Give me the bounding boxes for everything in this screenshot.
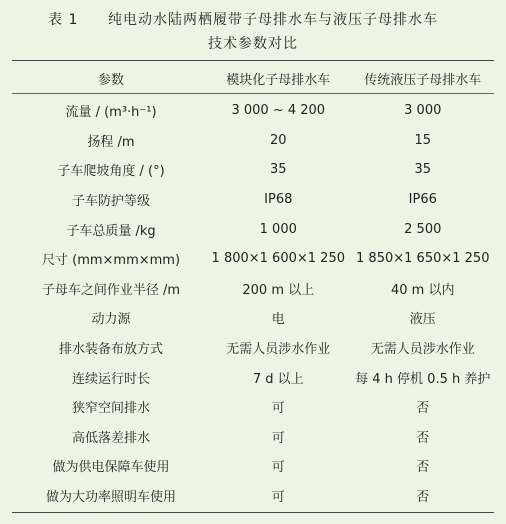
param-cell: 尺寸 (mm×mm×mm) <box>41 253 181 269</box>
table-row <box>12 481 494 511</box>
traditional-cell: 40 m 以内 <box>391 282 455 298</box>
param-cell: 子车爬坡角度 / (°) <box>57 164 165 180</box>
traditional-cell: 否 <box>416 401 430 417</box>
table-title: 纯电动水陆两栖履带子母排水车与液压子母排水车 <box>108 12 438 28</box>
param-cell: 做为供电保障车使用 <box>52 460 170 476</box>
param-cell: 做为大功率照明车使用 <box>46 490 177 506</box>
param-cell: 排水装备布放方式 <box>59 342 164 358</box>
top-rule <box>12 60 494 61</box>
traditional-cell: IP66 <box>408 192 437 208</box>
table-row <box>12 392 494 422</box>
traditional-cell: 1 850×1 650×1 250 <box>356 251 490 267</box>
table-row <box>12 155 494 185</box>
table-row <box>12 274 494 304</box>
traditional-cell: 每 4 h 停机 0.5 h 养护 <box>355 371 491 387</box>
modular-cell: 1 800×1 600×1 250 <box>211 251 345 267</box>
modular-cell: 3 000 ~ 4 200 <box>231 103 326 119</box>
bottom-rule <box>12 512 494 513</box>
modular-cell: 7 d 以上 <box>252 371 304 387</box>
modular-cell: 可 <box>271 430 285 446</box>
modular-cell: 可 <box>271 460 285 476</box>
table-row <box>12 333 494 363</box>
traditional-cell: 无需人员涉水作业 <box>370 342 475 358</box>
modular-cell: 35 <box>269 162 287 178</box>
table-row <box>12 451 494 481</box>
table-caption <box>0 9 506 29</box>
header-modular: 模块化子母排水车 <box>226 72 331 88</box>
header-rule <box>12 93 494 94</box>
table-row <box>12 422 494 452</box>
modular-cell: 无需人员涉水作业 <box>226 342 331 358</box>
modular-cell: IP68 <box>264 192 293 208</box>
traditional-cell: 否 <box>416 460 430 476</box>
header-traditional: 传统液压子母排水车 <box>364 72 482 88</box>
traditional-cell: 液压 <box>409 312 436 328</box>
modular-cell: 20 <box>269 132 287 148</box>
table-row <box>12 126 494 156</box>
table-row <box>12 96 494 126</box>
table-body <box>12 96 494 510</box>
traditional-cell: 35 <box>414 162 432 178</box>
traditional-cell: 2 500 <box>404 221 442 237</box>
modular-cell: 200 m 以上 <box>242 282 315 298</box>
traditional-cell: 否 <box>416 430 430 446</box>
modular-cell: 1 000 <box>259 221 297 237</box>
table-row <box>12 362 494 392</box>
table-row <box>12 185 494 215</box>
traditional-cell: 15 <box>414 132 432 148</box>
param-cell: 扬程 /m <box>87 134 135 150</box>
table-row <box>12 303 494 333</box>
param-cell: 子车防护等级 <box>72 194 151 210</box>
modular-cell: 电 <box>271 312 285 328</box>
param-cell: 连续运行时长 <box>72 371 151 387</box>
param-cell: 子母车之间作业半径 /m <box>41 282 181 298</box>
table-header-row <box>12 64 494 92</box>
table-row <box>12 244 494 274</box>
param-cell: 流量 / (m³·h⁻¹) <box>65 105 157 121</box>
table-number: 表 1 <box>48 12 79 28</box>
table-row <box>12 214 494 244</box>
header-param: 参数 <box>98 72 125 88</box>
traditional-cell: 3 000 <box>404 103 442 119</box>
table-subtitle: 技术参数对比 <box>208 36 298 52</box>
traditional-cell: 否 <box>416 490 430 506</box>
param-cell: 动力源 <box>91 312 131 328</box>
param-cell: 狭窄空间排水 <box>72 401 151 417</box>
modular-cell: 可 <box>271 490 285 506</box>
param-cell: 子车总质量 /kg <box>66 223 156 239</box>
param-cell: 高低落差排水 <box>72 430 151 446</box>
modular-cell: 可 <box>271 401 285 417</box>
